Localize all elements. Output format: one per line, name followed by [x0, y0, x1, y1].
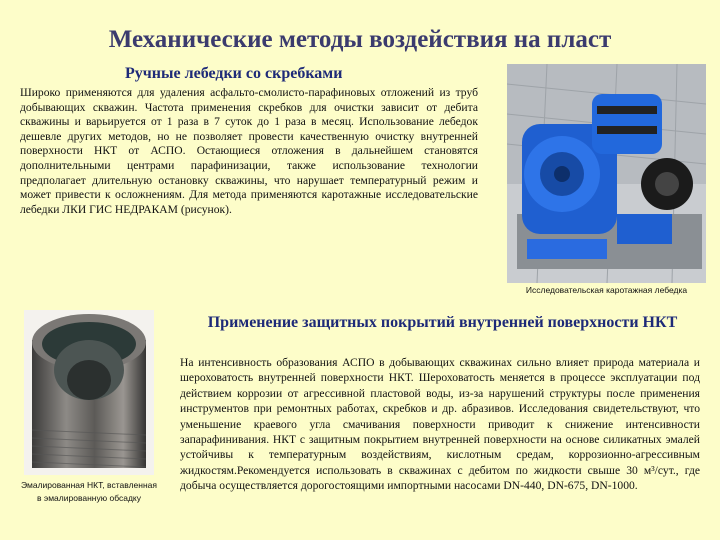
pipe-caption: Эмалированная НКТ, вставленная в эмалированную обсадку: [21, 480, 157, 503]
section1-text: Широко применяются для удаления асфальто-смолисто-парафиновых отложений из труб добывающих скважин. Частота применения скребков для очистки зависит от дебита скважины и варьируется от 1 раза в 7 суток до 1 раза в месяц. Использование лебедок дешевле других методов, но не позволяет провести качественную очистку внутренней поверхности НКТ от АСПО. Остающиеся отложения в дальнейшем становятся дополнительными центрами парафинизации, также использование технологии предполагает длительную остановку скважины, что нарушает температурный режим и может привести к осложнениям. Для метода применяются каротажные исследовательские лебедки ЛКИ ГИС НЕДРАКАМ (рисунок).: [20, 86, 478, 216]
section1-heading: Ручные лебедки со скребками: [125, 65, 343, 82]
section2-text: На интенсивность образования АСПО в добывающих скважинах сильно влияет природа материала и шероховатость внутренней поверхности НКТ. Шероховатость меняется в процессе эксплуатации под действием коррозии от агрессивной пластовой воды, из-за нарушений структуры после применения инструментов при ремонтных работах, скребков и др. абразивов. Исследования свидетельствуют, что уменьшение краевого угла смачивания поверхности приводит к снижение интенсивности запарафинивания. НКТ с защитным покрытием внутренней поверхности на основе силикатных эмалей устойчивы к температурным воздействиям, кислотным средам, коррозионно-агрессивным жидкостям.Рекомендуется использовать в скважинах с дебитом по жидкости свыше 30 м³/сут., где добыча осуществляется дорогостоящими импортными насосами DN-440, DN-675, DN-1000.: [180, 356, 700, 493]
winch-photo: [507, 64, 706, 283]
slide-title: Механические методы воздействия на пласт: [108, 26, 612, 53]
section2-heading: Применение защитных покрытий внутренней поверхности НКТ: [207, 314, 678, 331]
enameled-pipe-photo: [24, 310, 154, 475]
winch-caption: Исследовательская каротажная лебедка: [525, 285, 688, 295]
